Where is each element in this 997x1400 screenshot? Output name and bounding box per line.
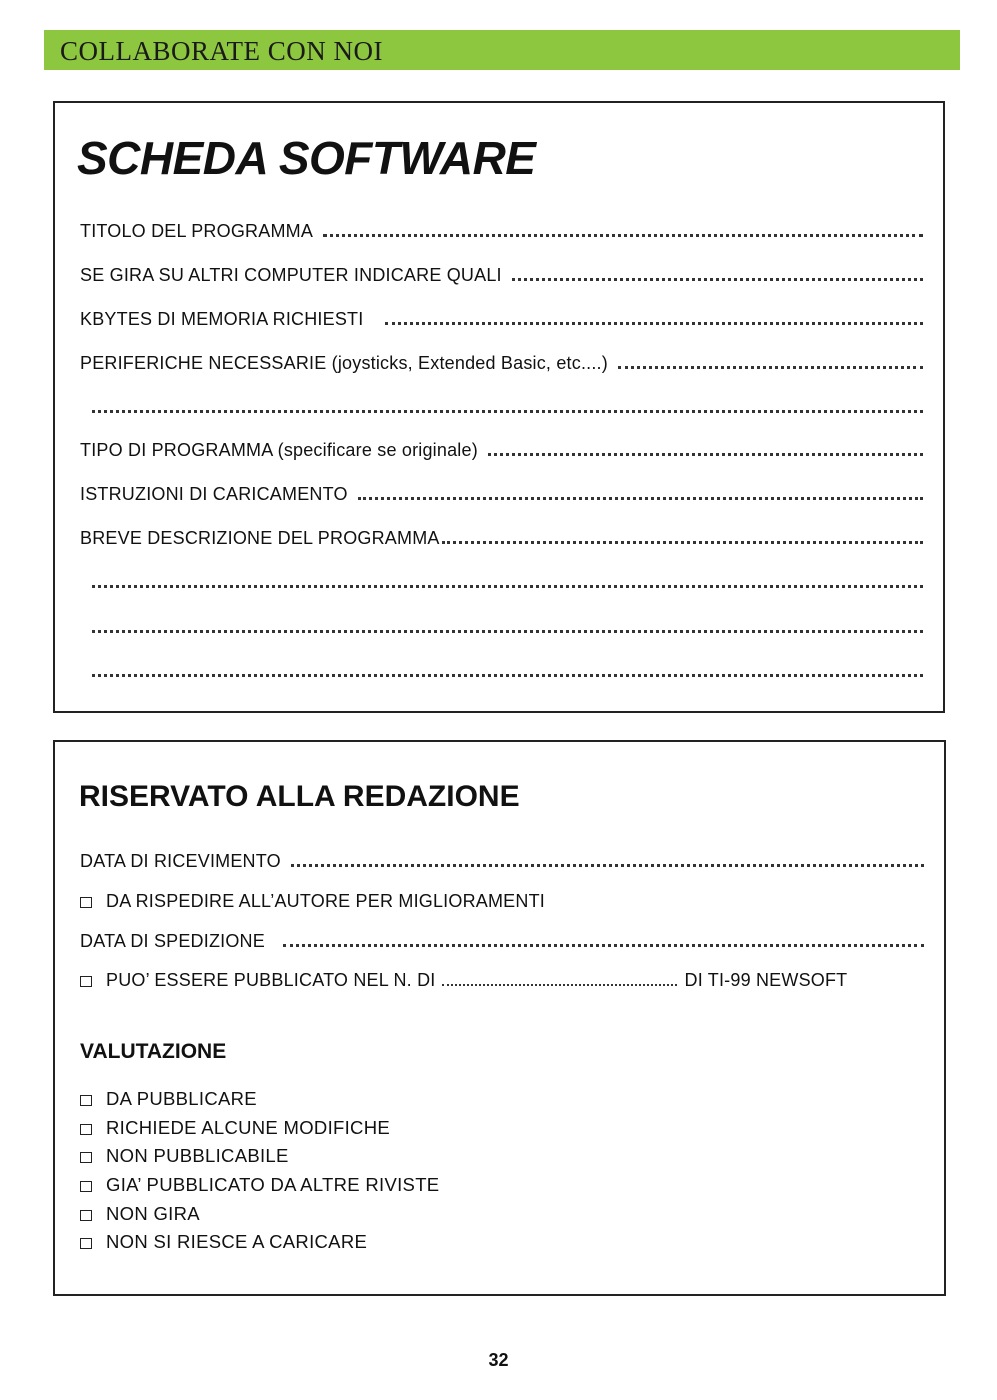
checkbox-icon[interactable]: [80, 1095, 92, 1106]
field-description-line[interactable]: [80, 612, 923, 638]
checkbox-icon[interactable]: [80, 1152, 92, 1163]
field-short-description[interactable]: [80, 523, 923, 549]
evaluation-option[interactable]: [80, 1115, 390, 1139]
field-label: DATA DI RICEVIMENTO: [80, 851, 281, 871]
option-resend-to-author[interactable]: [80, 886, 924, 912]
evaluation-option[interactable]: [80, 1201, 200, 1225]
editorial-title: RISERVATO ALLA REDAZIONE: [79, 780, 520, 813]
checkbox-icon[interactable]: [80, 1181, 92, 1192]
section-title: COLLABORATE CON NOI: [60, 36, 383, 66]
option-label: NON GIRA: [106, 1203, 200, 1224]
issue-number-line[interactable]: [442, 984, 677, 986]
field-label: BREVE DESCRIZIONE DEL PROGRAMMA: [80, 528, 440, 548]
dotted-line: [512, 278, 923, 281]
checkbox-icon[interactable]: [80, 1238, 92, 1249]
evaluation-option[interactable]: [80, 1143, 289, 1167]
dotted-line: [92, 674, 923, 677]
field-memory-kbytes[interactable]: [80, 304, 923, 330]
evaluation-title: VALUTAZIONE: [80, 1040, 227, 1063]
field-loading-instructions[interactable]: [80, 479, 923, 505]
field-label: TITOLO DEL PROGRAMMA: [80, 221, 314, 241]
option-label: NON PUBBLICABILE: [106, 1145, 289, 1166]
dotted-line: [92, 630, 923, 633]
option-label: NON SI RIESCE A CARICARE: [106, 1231, 368, 1252]
evaluation-option[interactable]: [80, 1229, 367, 1253]
editorial-box: [53, 740, 946, 1296]
dotted-line: [385, 322, 923, 325]
dotted-line: [488, 453, 923, 456]
field-label: SE GIRA SU ALTRI COMPUTER INDICARE QUALI: [80, 265, 502, 285]
field-program-title[interactable]: [80, 216, 923, 242]
dotted-line: [92, 585, 923, 588]
option-label: DA RISPEDIRE ALL’AUTORE PER MIGLIORAMENTI: [106, 891, 545, 911]
option-suffix: DI TI-99 NEWSOFT: [684, 970, 848, 990]
field-label: PERIFERICHE NECESSARIE (joysticks, Extended Basic, etc....): [80, 353, 608, 373]
field-shipping-date[interactable]: [80, 926, 924, 952]
section-header-band: [44, 30, 960, 70]
field-peripherals[interactable]: [80, 348, 923, 374]
software-form-box: [53, 101, 945, 713]
option-label: RICHIEDE ALCUNE MODIFICHE: [106, 1117, 391, 1138]
field-label: DATA DI SPEDIZIONE: [80, 931, 265, 951]
evaluation-option[interactable]: [80, 1086, 257, 1110]
dotted-line: [358, 497, 923, 500]
form-title: SCHEDA SOFTWARE: [77, 132, 536, 184]
field-label: ISTRUZIONI DI CARICAMENTO: [80, 484, 348, 504]
option-label: PUO’ ESSERE PUBBLICATO NEL N. DI: [106, 970, 436, 990]
dotted-line: [442, 541, 923, 544]
field-program-type[interactable]: [80, 435, 923, 461]
checkbox-icon[interactable]: [80, 1124, 92, 1135]
dotted-line: [618, 366, 923, 369]
option-label: GIA’ PUBBLICATO DA ALTRE RIVISTE: [106, 1174, 440, 1195]
page-number: 32: [488, 1350, 509, 1370]
field-description-line[interactable]: [80, 656, 923, 682]
field-received-date[interactable]: [80, 846, 924, 872]
dotted-line: [291, 864, 924, 867]
dotted-line: [92, 410, 923, 413]
evaluation-option[interactable]: [80, 1172, 439, 1196]
checkbox-icon[interactable]: [80, 1210, 92, 1221]
dotted-line: [283, 944, 924, 947]
field-label: KBYTES DI MEMORIA RICHIESTI: [80, 309, 364, 329]
option-can-be-published[interactable]: [80, 965, 924, 991]
field-description-line[interactable]: [80, 567, 923, 593]
dotted-line: [323, 234, 923, 237]
checkbox-icon[interactable]: [80, 897, 92, 908]
field-label: TIPO DI PROGRAMMA (specificare se originale): [80, 440, 478, 460]
field-other-computers[interactable]: [80, 260, 923, 286]
field-peripherals-continued[interactable]: [80, 392, 923, 418]
checkbox-icon[interactable]: [80, 976, 92, 987]
option-label: DA PUBBLICARE: [106, 1088, 257, 1109]
